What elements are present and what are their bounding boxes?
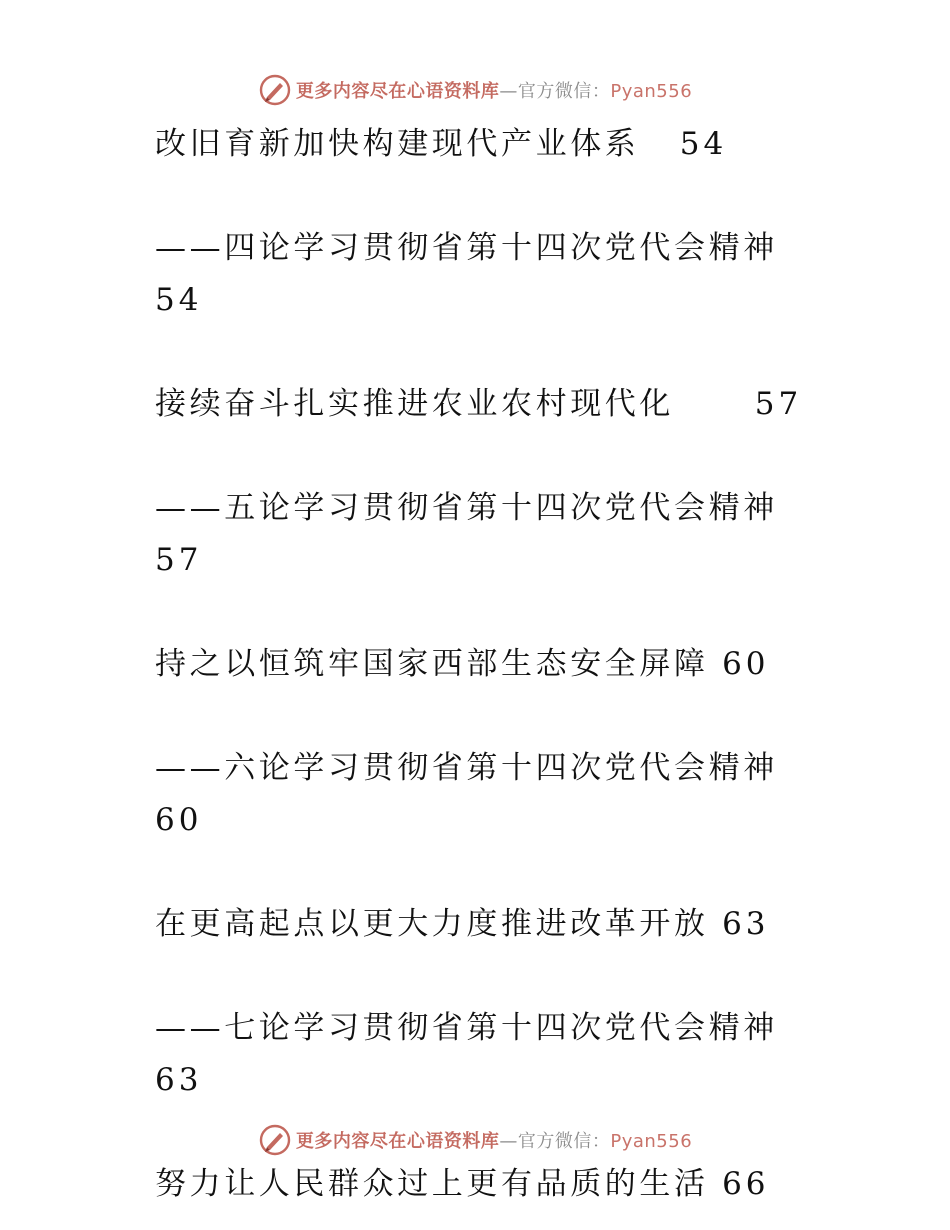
toc-subtitle-page: 60 (155, 802, 203, 838)
toc-subtitle-page: 54 (155, 282, 203, 318)
toc-title: 在更高起点以更大力度推进改革开放 (155, 906, 709, 942)
toc-subtitle: ——六论学习贯彻省第十四次党代会精神 (155, 750, 778, 786)
toc-subtitle-page: 63 (155, 1062, 203, 1098)
toc-title: 接续奋斗扎实推进农业农村现代化 (155, 386, 674, 422)
toc-line (155, 118, 795, 170)
toc-line (155, 638, 795, 690)
toc-list (155, 118, 803, 1210)
toc-entry (155, 378, 803, 638)
pen-seal-icon (258, 1123, 292, 1157)
toc-entry (155, 638, 795, 898)
footer-banner-text: 更多内容尽在心语资料库—官方微信：Pyan556 (295, 1131, 693, 1152)
toc-line (155, 1158, 795, 1210)
toc-page-number: 54 (679, 126, 728, 162)
header-banner-text: 更多内容尽在心语资料库—官方微信：Pyan556 (295, 81, 693, 102)
footer-banner (0, 1120, 950, 1160)
toc-entry (155, 1158, 795, 1210)
toc-entry (155, 898, 795, 1158)
toc-line (155, 898, 795, 950)
pen-seal-icon (258, 73, 292, 107)
toc-title: 改旧育新加快构建现代产业体系 (155, 126, 640, 162)
toc-page-number: 60 (722, 646, 770, 682)
toc-subtitle: ——五论学习贯彻省第十四次党代会精神 (155, 490, 778, 526)
toc-page-number: 57 (754, 386, 803, 422)
toc-title: 持之以恒筑牢国家西部生态安全屏障 (155, 646, 709, 682)
toc-subtitle-page: 57 (155, 542, 203, 578)
toc-line (155, 378, 803, 430)
toc-title: 努力让人民群众过上更有品质的生活 (155, 1166, 709, 1202)
toc-page-number: 66 (722, 1166, 770, 1202)
toc-page-number: 63 (722, 906, 770, 942)
toc-subtitle: ——四论学习贯彻省第十四次党代会精神 (155, 230, 778, 266)
toc-entry (155, 118, 795, 378)
toc-subtitle: ——七论学习贯彻省第十四次党代会精神 (155, 1010, 778, 1046)
header-banner (0, 70, 950, 110)
